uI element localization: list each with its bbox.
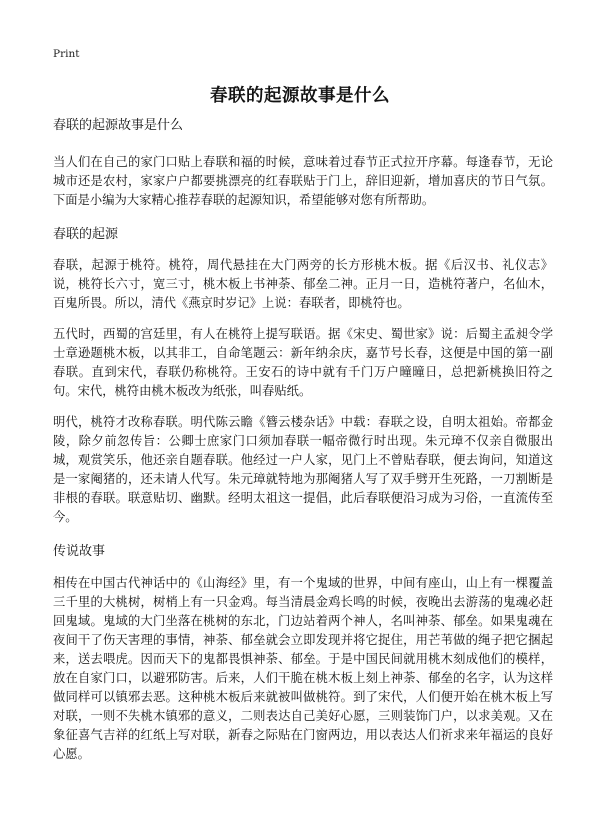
paragraph-origin-1: 春联，起源于桃符。桃符，周代悬挂在大门两旁的长方形桃木板。据《后汉书、礼仪志》说，桃符长六寸，宽三寸，桃木板上书神荼、郁垒二神。正月一日，造桃符著户，名仙木，百鬼所畏。所以，清代《燕京时岁记》上说：春联者，即桃符也。 — [53, 258, 553, 310]
print-link[interactable]: Print — [53, 48, 80, 60]
section-heading-intro: 春联的起源故事是什么 — [53, 118, 184, 133]
section-heading-legend: 传说故事 — [53, 544, 106, 559]
page-title: 春联的起源故事是什么 — [210, 86, 390, 106]
paragraph-origin-3: 明代，桃符才改称春联。明代陈云瞻《簪云楼杂话》中载：春联之设，自明太祖始。帝都金陵，除夕前忽传旨：公卿士庶家门口须加春联一幅帝微行时出现。朱元璋不仅亲自微服出城，观赏笑乐，他还亲自题春联。他经过一户人家，见门上不曾贴春联，便去询问，知道这是一家阉猪的，还未请人代写。朱元璋就特地为那阉猪人写了双手劈开生死路，一刀割断是非根的春联。联意贴切、幽默。经明太祖这一提倡，此后春联便沿习成为习俗，一直流传至今。 — [53, 415, 553, 524]
paragraph-legend: 相传在中国古代神话中的《山海经》里，有一个鬼域的世界，中间有座山，山上有一棵覆盖三千里的大桃树，树梢上有一只金鸡。每当清晨金鸡长鸣的时候，夜晚出去游荡的鬼魂必赶回鬼域。鬼域的大门坐落在桃树的东北，门边站着两个神人，名叫神荼、郁垒。如果鬼魂在夜间干了伤天害理的事情，神荼、郁垒就会立即发现并将它捉住，用芒苇做的绳子把它捆起来，送去喂虎。因而天下的鬼都畏惧神荼、郁垒。于是中国民间就用桃木刻成他们的模样，放在自家门口，以避邪防害。后来，人们干脆在桃木板上刻上神荼、郁垒的名字，认为这样做同样可以镇邪去恶。这种桃木板后来就被叫做桃符。到了宋代，人们便开始在桃木板上写对联，一则不失桃木镇邪的意义，二则表达自己美好心愿，三则装饰门户，以求美观。又在象征喜气吉祥的红纸上写对联，新春之际贴在门窗两边，用以表达人们祈求来年福运的良好心愿。 — [53, 576, 553, 761]
paragraph-intro: 当人们在自己的家门口贴上春联和福的时候，意味着过春节正式拉开序幕。每逢春节，无论城市还是农村，家家户户都要挑漂亮的红春联贴于门上，辞旧迎新，增加喜庆的节日气氛。下面是小编为大家精心推荐春联的起源知识，希望能够对您有所帮助。 — [53, 155, 553, 207]
paragraph-origin-2: 五代时，西蜀的宫廷里，有人在桃符上提写联语。据《宋史、蜀世家》说：后蜀主孟昶令学士章逊题桃木板，以其非工，自命笔题云：新年纳余庆，嘉节号长春，这便是中国的第一副春联。直到宋代，春联仍称桃符。王安石的诗中就有千门万户曈曈日，总把新桃换旧符之句。宋代，桃符由桃木板改为纸张，叫春贴纸。 — [53, 327, 553, 398]
section-heading-origin: 春联的起源 — [53, 227, 119, 242]
article-body — [53, 116, 553, 764]
